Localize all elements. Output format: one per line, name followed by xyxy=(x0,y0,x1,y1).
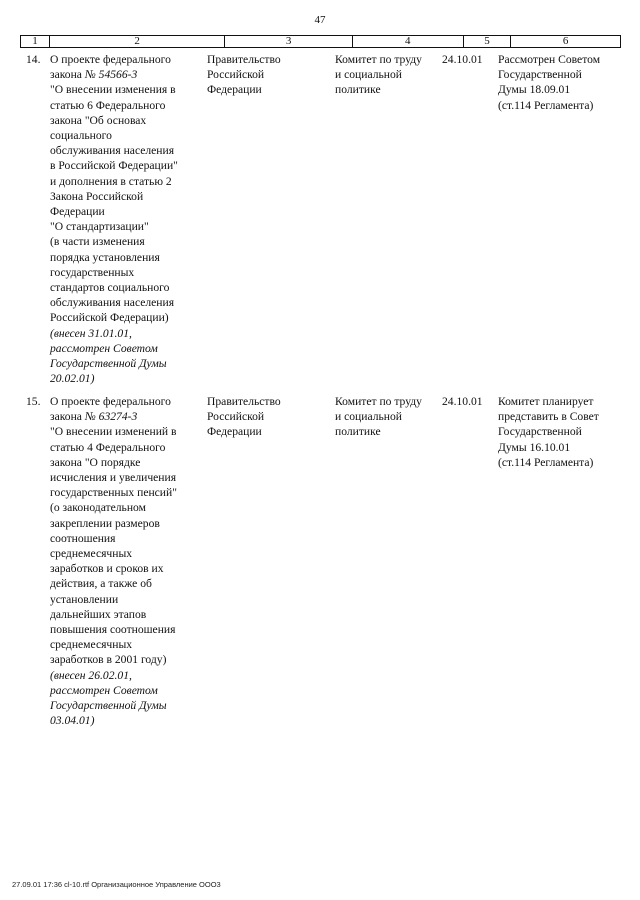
page-number: 47 xyxy=(314,14,326,26)
bill-title xyxy=(50,52,222,386)
bill-title xyxy=(50,394,222,728)
status: Комитет планирует представить в Совет Государственной Думы 16.10.01 (ст.114 Регламента) xyxy=(498,395,599,469)
header-col-5: 5 xyxy=(464,36,512,47)
introduced-by: Правительство Российской Федерации xyxy=(207,53,281,97)
row-number: 15. xyxy=(26,395,41,408)
bill-title-lines: О проекте федерального закона xyxy=(50,395,171,424)
bill-note: (внесен 31.01.01, рассмотрен Советом Государственной Думы 20.02.01) xyxy=(50,326,167,386)
bill-description: "О внесении изменения в статью 6 Федерального закона "Об основах социального обслуживания населения в Российской Федерации" и дополнения в статью 2 Закона Российской Федерации "О стандартизации" (в части изменения порядка установления государственных стандартов социального обслуживания населения Российской Федерации) xyxy=(50,83,178,325)
date: 24.10.01 xyxy=(442,53,483,66)
header-col-3: 3 xyxy=(225,36,353,47)
header-col-6: 6 xyxy=(562,35,569,47)
bill-law-number: № 63274-3 xyxy=(84,410,138,424)
responsible-committee: Комитет по труду и социальной политике xyxy=(335,395,422,439)
table-header xyxy=(20,35,621,48)
bill-description: "О внесении изменений в статью 4 Федерального закона "О порядке исчисления и увеличения государственных пенсий" (о законодательном закреплении размеров соотношения среднемесячных заработков и сроков их действия, а также об установлении дальнейших этапов повышения соотношения среднемесячных заработков в 2001 году) xyxy=(50,425,177,667)
header-col-4: 4 xyxy=(353,36,464,47)
status: Рассмотрен Советом Государственной Думы 18.09.01 (ст.114 Регламента) xyxy=(498,53,601,112)
header-col-2: 2 xyxy=(50,36,225,47)
date: 24.10.01 xyxy=(442,395,483,408)
bill-title-lines: О проекте федерального закона xyxy=(50,53,171,82)
row-number: 14. xyxy=(26,53,41,66)
responsible-committee: Комитет по труду и социальной политике xyxy=(335,53,422,97)
footer-print-info: 27.09.01 17:36 cl-10.rtf Организационное Управление ООО3 xyxy=(12,880,221,889)
introduced-by: Правительство Российской Федерации xyxy=(207,395,281,439)
header-col-1: 1 xyxy=(21,36,50,47)
bill-note: (внесен 26.02.01, рассмотрен Советом Государственной Думы 03.04.01) xyxy=(50,668,167,728)
bill-law-number: № 54566-3 xyxy=(84,68,138,82)
